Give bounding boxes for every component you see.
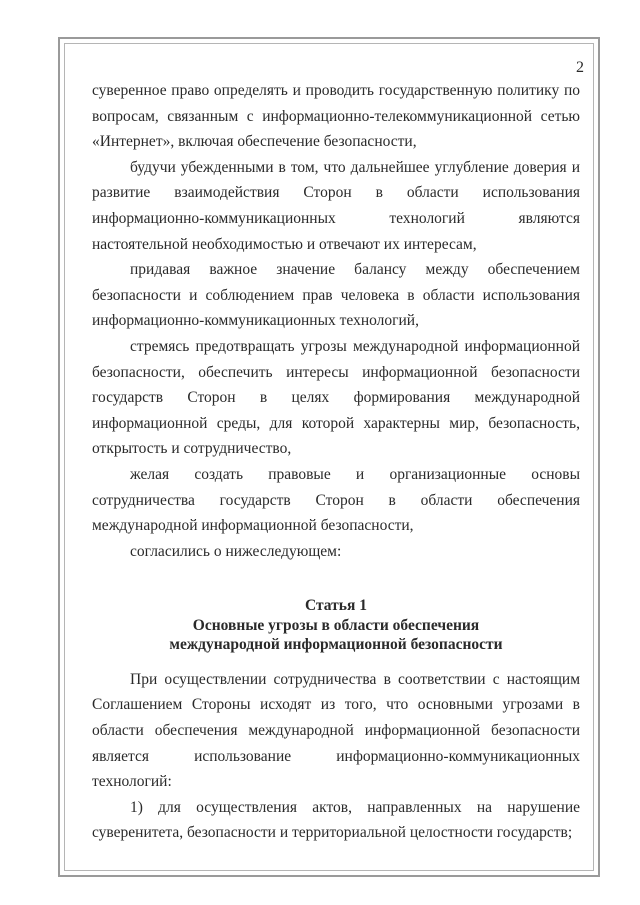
paragraph-agreed: согласились о нижеследующем: — [130, 542, 342, 560]
article-title-line-1: Основные угрозы в области обеспечения — [192, 616, 480, 634]
article-title-line-2: международной информационной безопасности — [169, 636, 503, 654]
paragraph-item-1: 1) для осуществления актов, направленных на нарушение суверенитета, безопасности и территориальной целостности государств; — [92, 798, 580, 842]
paragraph-legal-basis: желая создать правовые и организационные основы сотрудничества государств Сторон в области обеспечения международной информационной безопасности, — [92, 465, 580, 535]
page-number: 2 — [576, 59, 584, 76]
paragraph-prevent-threats: стремясь предотвращать угрозы международной информационной безопасности, обеспечить интересы информационной безопасности государств Сторон в целях формирования международной информационной среды, для которой характерны мир, безопасность, открытость и сотрудничество, — [92, 337, 580, 458]
paragraph-human-rights: придавая важное значение балансу между обеспечением безопасности и соблюдением прав человека в области использования информационно-коммуникационных технологий, — [92, 261, 580, 330]
document-body — [92, 78, 580, 846]
article-heading — [92, 596, 580, 655]
paragraph-main-threats: При осуществлении сотрудничества в соответствии с настоящим Соглашением Стороны исходят из того, что основными угрозами в области обеспечения международной информационной безопасности является использование информационно-коммуникационных технологий: — [92, 670, 580, 791]
paragraph-continuation: суверенное право определять и проводить государственную политику по вопросам, связанным с информационно-телекоммуникационной сетью «Интернет», включая обеспечение безопасности, — [92, 82, 580, 151]
article-number: Статья 1 — [305, 597, 367, 615]
paragraph-trust: будучи убежденными в том, что дальнейшее углубление доверия и развитие взаимодействия Сторон в области использования информационно-коммуникационных технологий являются настоятельной необходимостью и отвечают их интересам, — [92, 158, 580, 253]
